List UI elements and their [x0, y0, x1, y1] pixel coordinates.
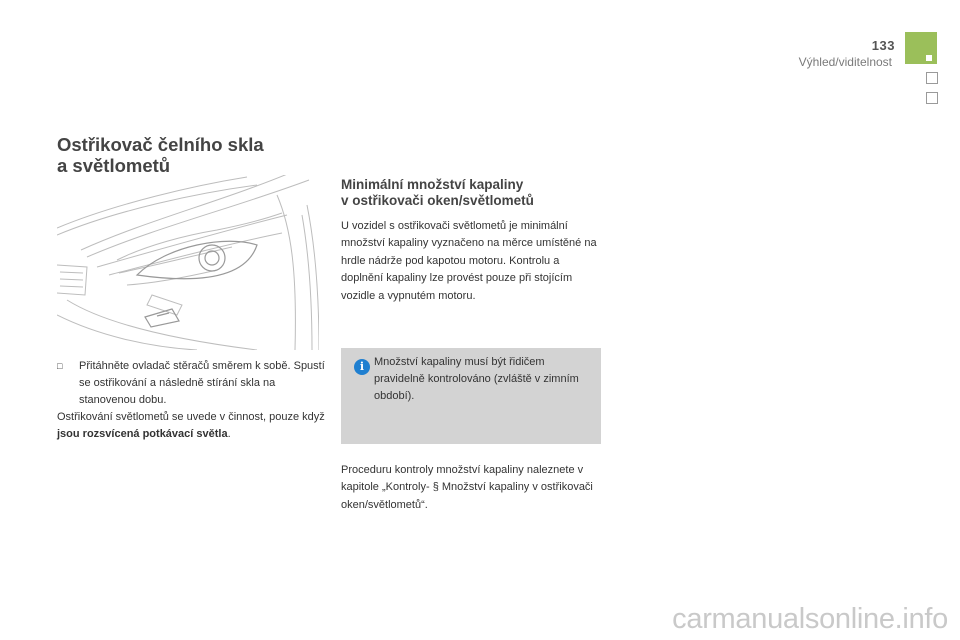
paragraph-emphasis: jsou rozsvícená potkávací světla: [57, 428, 228, 440]
headlight-paragraph: [57, 409, 327, 443]
chapter-tab-empty: [926, 92, 938, 104]
fluid-level-paragraph: U vozidel s ostřikovači světlometů je minimální množství kapaliny vyznačeno na měrce umístěné na hrdle nádrže pod kapotou motoru. Kontrolu a doplnění kapaliny lze provést pouze při stojícím vozidle a vypnutém motoru.: [341, 220, 597, 302]
watermark: carmanualsonline.info: [672, 603, 948, 635]
main-title-line1: Ostřikovač čelního skla: [57, 134, 264, 155]
footer-paragraph: Proceduru kontroly množství kapaliny naleznete v kapitole „Kontroly- § Množství kapaliny v ostřikovači oken/světlometů“.: [341, 464, 593, 511]
subtitle-line2: v ostřikovači oken/světlometů: [341, 193, 534, 208]
bullet-text: Přitáhněte ovladač stěračů směrem k sobě. Spustí se ostřikování a následně stírání skla na stanovenou dobu.: [79, 360, 325, 406]
chapter-tab-empty: [926, 72, 938, 84]
headlight-washer-illustration: [57, 175, 319, 350]
subtitle-line1: Minimální množství kapaliny: [341, 177, 524, 192]
info-note-text: Množství kapaliny musí být řidičem pravidelně kontrolováno (zvláště v zimním období).: [374, 356, 579, 402]
info-note-box: [341, 348, 601, 444]
main-title: [57, 134, 264, 176]
page-number: 133: [871, 38, 895, 53]
section-subtitle: [341, 177, 534, 209]
tab-marker: [926, 55, 932, 61]
left-instructions: [57, 358, 327, 443]
chapter-tab-active: [905, 32, 937, 64]
info-icon: i: [354, 359, 370, 375]
square-bullet-icon: □: [57, 361, 63, 371]
paragraph-suffix: .: [227, 428, 231, 440]
list-item: [57, 358, 327, 409]
main-title-line2: a světlometů: [57, 155, 171, 176]
section-name: Výhled/viditelnost: [798, 55, 892, 69]
paragraph-prefix: Ostřikování světlometů se uvede v činnost, pouze když: [57, 411, 325, 423]
